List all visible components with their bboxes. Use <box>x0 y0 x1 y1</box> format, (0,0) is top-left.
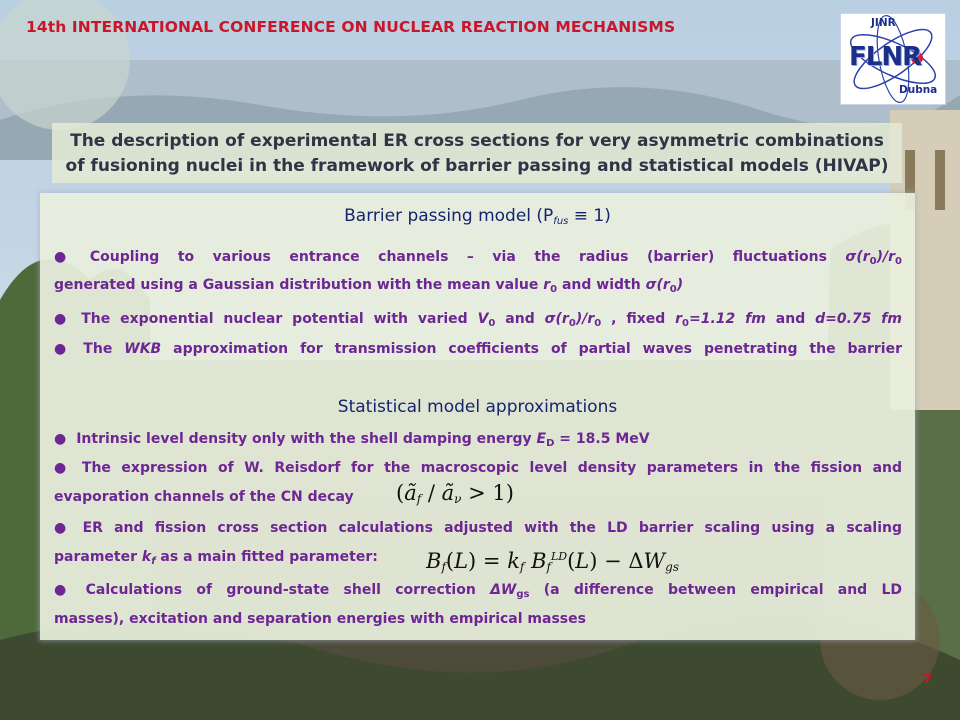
conference-title: 14th INTERNATIONAL CONFERENCE ON NUCLEAR REACTION MECHANISMS <box>26 18 676 36</box>
logo-flnr-text: FLNR <box>849 42 922 72</box>
logo-dubna-text: Dubna <box>899 84 938 96</box>
logo-jinr-text: JINR <box>871 17 896 29</box>
bullet-dot: ● <box>54 582 76 598</box>
bullet-dot: ● <box>54 520 73 536</box>
bullet-er-fission: ● ER and fission cross section calculations adjusted with the LD barrier scaling using a scaling parameter $k_f$ as a main fitted parameter: <box>54 520 903 567</box>
content-panel <box>40 193 915 640</box>
bullet-dot: ● <box>54 249 80 265</box>
bullet-shell-correction: ● Calculations of ground-state shell correction $\Delta W_{gs}$ (a difference between empirical and LD masses), excitation and separation energies with empirical masses <box>54 582 903 627</box>
bullet-dot: ● <box>54 311 72 327</box>
slide-title-line-2: of fusioning nuclei in the framework of barrier passing and statistical models (HIVAP) <box>65 156 889 176</box>
jinr-flnr-logo <box>840 13 946 105</box>
bullet-exponential-potential: ● The exponential nuclear potential with varied $V_0$ and $\sigma(r_0)/r_0$ , fixed $r_0=1.12$ fm and d=0.75 fm <box>54 311 902 329</box>
barrier-formula: $B_f(L) = k_f$ $B_f^{LD}(L) - \Delta W_{gs}$ <box>426 549 679 574</box>
bullet-level-density: ● Intrinsic level density only with the shell damping energy $E_D = 18.5$ MeV <box>54 431 650 449</box>
bullet-reisdorf: ● The expression of W. Reisdorf for the macroscopic level density parameters in the fission and evaporation channels of the CN decay <box>54 460 903 505</box>
bullet-dot: ● <box>54 460 72 476</box>
ratio-formula: ($ã_f$ / $ã_\nu > 1$) <box>396 481 514 506</box>
page-number: 7 <box>922 670 933 688</box>
bullet-coupling <box>54 247 902 295</box>
bullet-wkb: ● The WKB approximation for transmission coefficients of partial waves penetrating the barrier <box>54 341 902 357</box>
slide-title-line-1: The description of experimental ER cross sections for very asymmetric combinations <box>70 131 884 151</box>
bullet-coupling-line-1: ● Coupling to various entrance channels – via the radius (barrier) fluctuations $\sigma(r_0)/r_0$ <box>54 249 902 267</box>
bullet-coupling-line-2: generated using a Gaussian distribution with the mean value $r_0$ and width $\sigma(r_0)$ <box>54 277 684 295</box>
slide-title-box <box>52 123 902 183</box>
slide-title <box>52 129 902 179</box>
section-heading-statistical: Statistical model approximations <box>337 397 618 417</box>
bullet-dot: ● <box>54 431 67 447</box>
section-heading-barrier: Barrier passing model $(P_{fus} \equiv 1)$ <box>344 206 611 227</box>
bullet-dot: ● <box>54 341 74 357</box>
